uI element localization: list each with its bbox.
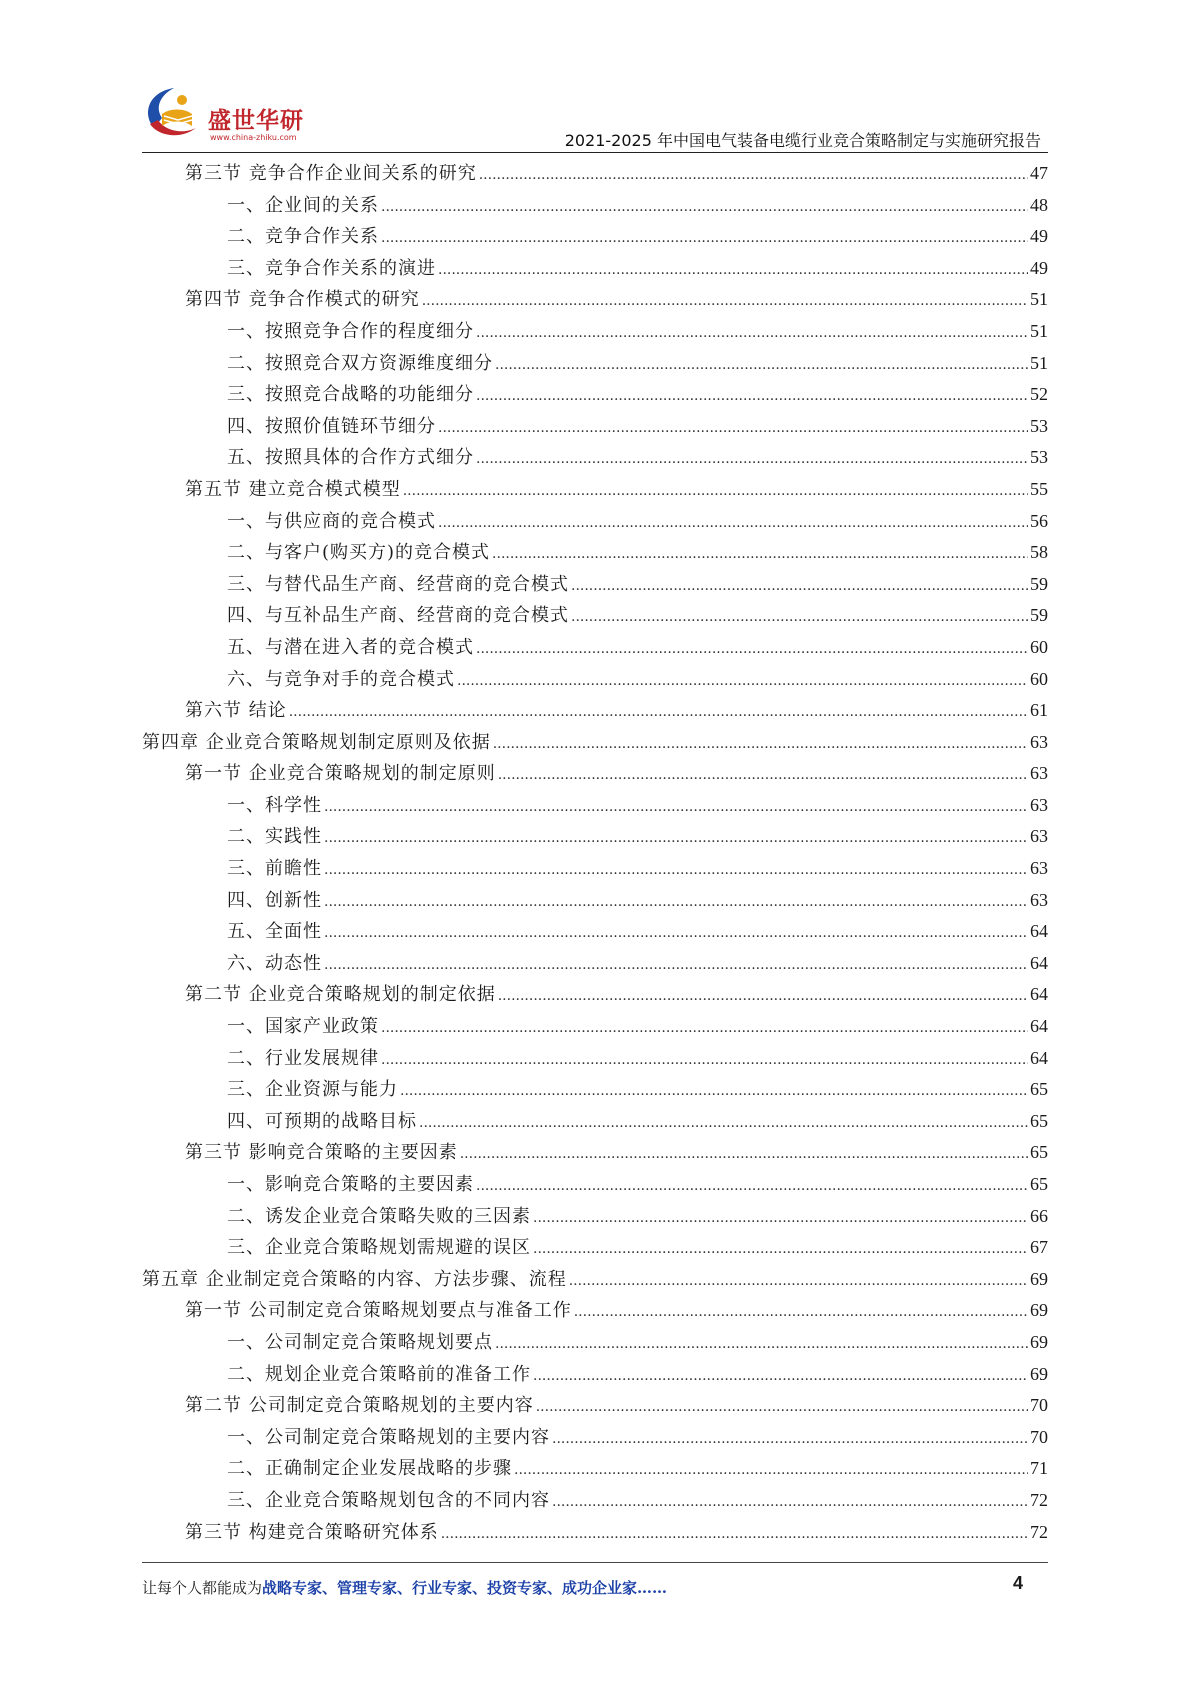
toc-entry-title: 一、公司制定竞合策略规划的主要内容 <box>227 1426 550 1448</box>
toc-dot-leader <box>460 1137 1028 1171</box>
toc-entry[interactable] <box>142 1106 1048 1138</box>
toc-dot-leader <box>422 284 1028 318</box>
toc-entry[interactable] <box>142 600 1048 632</box>
toc-dot-leader <box>457 664 1028 698</box>
toc-entry[interactable] <box>142 727 1048 759</box>
toc-entry[interactable] <box>142 1295 1048 1327</box>
toc-entry-page: 64 <box>1030 1016 1048 1037</box>
toc-entry-title: 二、正确制定企业发展战略的步骤 <box>227 1458 512 1480</box>
toc-entry-title: 第二节 企业竞合策略规划的制定依据 <box>185 984 496 1006</box>
toc-dot-leader <box>498 758 1028 792</box>
toc-entry-title: 第三节 竞争合作企业间关系的研究 <box>185 163 477 184</box>
toc-entry-title: 二、诱发企业竞合策略失败的三因素 <box>227 1205 531 1227</box>
toc-dot-leader <box>289 695 1028 729</box>
toc-dot-leader <box>438 506 1028 540</box>
toc-entry[interactable] <box>142 695 1048 727</box>
toc-entry-page: 71 <box>1030 1458 1048 1479</box>
toc-entry-page: 59 <box>1030 605 1048 626</box>
toc-entry[interactable] <box>142 1011 1048 1043</box>
toc-entry-title: 四、与互补品生产商、经营商的竞合模式 <box>227 605 569 627</box>
toc-entry-title: 六、动态性 <box>227 952 322 974</box>
toc-entry-page: 51 <box>1030 352 1048 373</box>
toc-entry[interactable] <box>142 821 1048 853</box>
toc-dot-leader <box>324 885 1028 919</box>
toc-entry-page: 47 <box>1030 163 1048 183</box>
toc-dot-leader <box>381 190 1028 224</box>
toc-entry-page: 63 <box>1030 763 1048 784</box>
toc-entry[interactable] <box>142 1453 1048 1485</box>
toc-entry-title: 一、科学性 <box>227 794 322 816</box>
document-title: 2021-2025 年中国电气装备电缆行业竞合策略制定与实施研究报告 <box>564 131 1041 150</box>
toc-entry-page: 52 <box>1030 384 1048 405</box>
toc-dot-leader <box>419 1106 1028 1140</box>
toc-entry[interactable] <box>142 1264 1048 1296</box>
toc-entry[interactable] <box>142 758 1048 790</box>
toc-entry-page: 64 <box>1030 1047 1048 1068</box>
toc-entry[interactable] <box>142 1485 1048 1517</box>
toc-entry-page: 66 <box>1030 1205 1048 1226</box>
toc-entry-page: 51 <box>1030 320 1048 341</box>
toc-entry-title: 第五节 建立竞合模式模型 <box>185 478 401 500</box>
toc-entry-title: 五、按照具体的合作方式细分 <box>227 447 474 469</box>
toc-entry-page: 69 <box>1030 1268 1048 1289</box>
toc-entry-page: 63 <box>1030 858 1048 879</box>
toc-entry[interactable] <box>142 853 1048 885</box>
toc-entry[interactable] <box>142 1232 1048 1264</box>
toc-dot-leader <box>493 727 1028 761</box>
toc-entry-page: 70 <box>1030 1426 1048 1447</box>
toc-entry-title: 第六节 结论 <box>185 700 287 722</box>
toc-entry-title: 一、与供应商的竞合模式 <box>227 510 436 532</box>
toc-entry-page: 56 <box>1030 510 1048 531</box>
toc-entry[interactable] <box>142 506 1048 538</box>
toc-dot-leader <box>479 158 1028 192</box>
toc-dot-leader <box>400 1074 1028 1108</box>
toc-entry-page: 65 <box>1030 1142 1048 1163</box>
toc-entry-page: 64 <box>1030 952 1048 973</box>
toc-entry-title: 四、可预期的战略目标 <box>227 1110 417 1132</box>
toc-entry[interactable] <box>142 284 1048 316</box>
toc-dot-leader <box>476 442 1028 476</box>
toc-entry-title: 一、国家产业政策 <box>227 1016 379 1038</box>
table-of-contents <box>142 158 1048 1548</box>
toc-dot-leader <box>495 348 1028 382</box>
toc-entry-page: 51 <box>1030 289 1048 310</box>
toc-dot-leader <box>381 1011 1028 1045</box>
toc-dot-leader <box>438 411 1028 445</box>
footer-prefix: 让每个人都能成为 <box>142 1579 263 1597</box>
toc-entry[interactable] <box>142 1043 1048 1075</box>
toc-entry-title: 第四章 企业竞合策略规划制定原则及依据 <box>142 731 491 753</box>
toc-entry-title: 四、按照价值链环节细分 <box>227 415 436 437</box>
toc-dot-leader <box>571 600 1028 634</box>
toc-entry-page: 48 <box>1030 194 1048 215</box>
toc-entry-title: 二、按照竞合双方资源维度细分 <box>227 352 493 374</box>
toc-entry[interactable] <box>142 1074 1048 1106</box>
toc-entry-title: 第三节 构建竞合策略研究体系 <box>185 1521 439 1543</box>
toc-entry-title: 三、与替代品生产商、经营商的竞合模式 <box>227 573 569 595</box>
toc-dot-leader <box>381 1043 1028 1077</box>
toc-entry-page: 65 <box>1030 1174 1048 1194</box>
toc-entry[interactable] <box>142 316 1048 348</box>
page-number: 4 <box>1013 1573 1024 1593</box>
toc-dot-leader <box>438 253 1028 287</box>
header-divider <box>142 152 1048 153</box>
toc-entry[interactable] <box>142 1422 1048 1454</box>
toc-entry-page: 72 <box>1030 1521 1048 1542</box>
toc-dot-leader <box>324 821 1028 855</box>
toc-entry-page: 53 <box>1030 447 1048 468</box>
toc-entry-title: 六、与竞争对手的竞合模式 <box>227 668 455 690</box>
toc-entry-title: 第三节 影响竞合策略的主要因素 <box>185 1142 458 1164</box>
toc-entry[interactable] <box>142 1390 1048 1422</box>
toc-entry-page: 69 <box>1030 1300 1048 1321</box>
toc-entry[interactable] <box>142 442 1048 474</box>
toc-entry[interactable] <box>142 948 1048 980</box>
toc-entry[interactable] <box>142 790 1048 822</box>
toc-entry-page: 53 <box>1030 415 1048 436</box>
toc-entry-title: 一、公司制定竞合策略规划要点 <box>227 1331 493 1353</box>
toc-entry[interactable] <box>142 411 1048 443</box>
toc-entry[interactable] <box>142 632 1048 664</box>
toc-entry-page: 69 <box>1030 1363 1048 1384</box>
toc-dot-leader <box>492 537 1028 571</box>
toc-entry[interactable] <box>142 979 1048 1011</box>
toc-entry[interactable] <box>142 885 1048 917</box>
footer-divider <box>142 1562 1048 1563</box>
toc-entry-title: 五、全面性 <box>227 921 322 943</box>
toc-entry-page: 61 <box>1030 700 1048 721</box>
toc-entry-page: 59 <box>1030 573 1048 594</box>
toc-entry-title: 二、实践性 <box>227 826 322 848</box>
toc-dot-leader <box>495 1327 1028 1361</box>
toc-entry-title: 五、与潜在进入者的竞合模式 <box>227 636 474 658</box>
toc-entry[interactable] <box>142 1201 1048 1233</box>
toc-dot-leader <box>498 979 1028 1013</box>
toc-dot-leader <box>476 379 1028 413</box>
toc-entry[interactable] <box>142 1327 1048 1359</box>
toc-entry-page: 63 <box>1030 731 1048 752</box>
toc-entry-page: 69 <box>1030 1331 1048 1352</box>
toc-entry-title: 四、创新性 <box>227 889 322 911</box>
logo-text: 盛世华研 <box>208 108 304 134</box>
toc-entry[interactable] <box>142 1517 1048 1549</box>
toc-dot-leader <box>514 1453 1028 1487</box>
toc-entry-page: 65 <box>1030 1079 1048 1100</box>
toc-entry[interactable] <box>142 253 1048 285</box>
toc-dot-leader <box>533 1359 1028 1393</box>
toc-dot-leader <box>536 1390 1028 1424</box>
toc-entry-page: 70 <box>1030 1395 1048 1416</box>
toc-entry-title: 第二节 公司制定竞合策略规划的主要内容 <box>185 1395 534 1417</box>
toc-entry[interactable] <box>142 158 1048 190</box>
toc-entry-page: 64 <box>1030 921 1048 942</box>
toc-dot-leader <box>441 1517 1028 1551</box>
toc-entry[interactable] <box>142 474 1048 506</box>
footer-highlight: 战略专家、管理专家、行业专家、投资专家、成功企业家 <box>262 1579 638 1597</box>
toc-entry[interactable] <box>142 916 1048 948</box>
toc-entry-title: 第一节 公司制定竞合策略规划要点与准备工作 <box>185 1300 572 1322</box>
toc-entry-page: 67 <box>1030 1237 1048 1258</box>
toc-dot-leader <box>571 569 1028 603</box>
toc-entry-title: 一、影响竞合策略的主要因素 <box>227 1174 474 1195</box>
toc-entry[interactable] <box>142 537 1048 569</box>
toc-entry-title: 三、企业资源与能力 <box>227 1079 398 1101</box>
toc-entry-page: 49 <box>1030 257 1048 278</box>
toc-entry-page: 49 <box>1030 226 1048 247</box>
toc-entry[interactable] <box>142 1169 1048 1201</box>
toc-dot-leader <box>574 1295 1028 1329</box>
toc-entry[interactable] <box>142 1359 1048 1391</box>
toc-entry-title: 三、企业竞合策略规划需规避的误区 <box>227 1237 531 1259</box>
toc-dot-leader <box>569 1264 1028 1298</box>
logo-url: www.china-zhiku.com <box>210 133 297 142</box>
toc-entry[interactable] <box>142 190 1048 222</box>
toc-dot-leader <box>403 474 1028 508</box>
toc-entry[interactable] <box>142 1137 1048 1169</box>
footer-suffix: …… <box>637 1579 668 1597</box>
toc-entry-page: 60 <box>1030 668 1048 689</box>
toc-entry-page: 63 <box>1030 889 1048 910</box>
toc-entry-title: 一、企业间的关系 <box>227 194 379 216</box>
toc-entry[interactable] <box>142 379 1048 411</box>
toc-entry-title: 三、按照竞合战略的功能细分 <box>227 384 474 406</box>
footer-slogan <box>142 1577 667 1598</box>
toc-dot-leader <box>381 221 1028 255</box>
toc-entry-page: 72 <box>1030 1489 1048 1510</box>
toc-entry[interactable] <box>142 221 1048 253</box>
toc-dot-leader <box>533 1201 1028 1235</box>
toc-entry-page: 58 <box>1030 542 1048 563</box>
toc-entry-title: 二、竞争合作关系 <box>227 226 379 248</box>
page-header <box>0 0 1191 150</box>
toc-dot-leader <box>476 1169 1028 1203</box>
toc-dot-leader <box>324 916 1028 950</box>
toc-entry[interactable] <box>142 348 1048 380</box>
toc-entry-title: 二、行业发展规律 <box>227 1047 379 1069</box>
toc-entry[interactable] <box>142 664 1048 696</box>
toc-dot-leader <box>533 1232 1028 1266</box>
toc-entry-title: 三、竞争合作关系的演进 <box>227 257 436 279</box>
toc-dot-leader <box>324 948 1028 982</box>
toc-entry-page: 63 <box>1030 794 1048 815</box>
toc-dot-leader <box>324 853 1028 887</box>
toc-entry-title: 一、按照竞争合作的程度细分 <box>227 320 474 342</box>
toc-entry-page: 55 <box>1030 478 1048 499</box>
toc-entry-title: 三、前瞻性 <box>227 858 322 880</box>
toc-entry-page: 60 <box>1030 636 1048 657</box>
toc-entry-title: 第一节 企业竞合策略规划的制定原则 <box>185 763 496 785</box>
toc-entry[interactable] <box>142 569 1048 601</box>
toc-entry-page: 64 <box>1030 984 1048 1005</box>
toc-dot-leader <box>476 632 1028 666</box>
toc-entry-title: 二、规划企业竞合策略前的准备工作 <box>227 1363 531 1385</box>
toc-dot-leader <box>476 316 1028 350</box>
toc-dot-leader <box>552 1485 1028 1519</box>
toc-entry-title: 三、企业竞合策略规划包含的不同内容 <box>227 1489 550 1511</box>
toc-dot-leader <box>552 1422 1028 1456</box>
toc-entry-title: 二、与客户(购买方)的竞合模式 <box>227 542 491 564</box>
toc-dot-leader <box>324 790 1028 824</box>
toc-entry-title: 第五章 企业制定竞合策略的内容、方法步骤、流程 <box>142 1268 567 1290</box>
toc-entry-title: 第四节 竞争合作模式的研究 <box>185 289 420 311</box>
toc-entry-page: 63 <box>1030 826 1048 847</box>
toc-entry-page: 65 <box>1030 1110 1048 1131</box>
